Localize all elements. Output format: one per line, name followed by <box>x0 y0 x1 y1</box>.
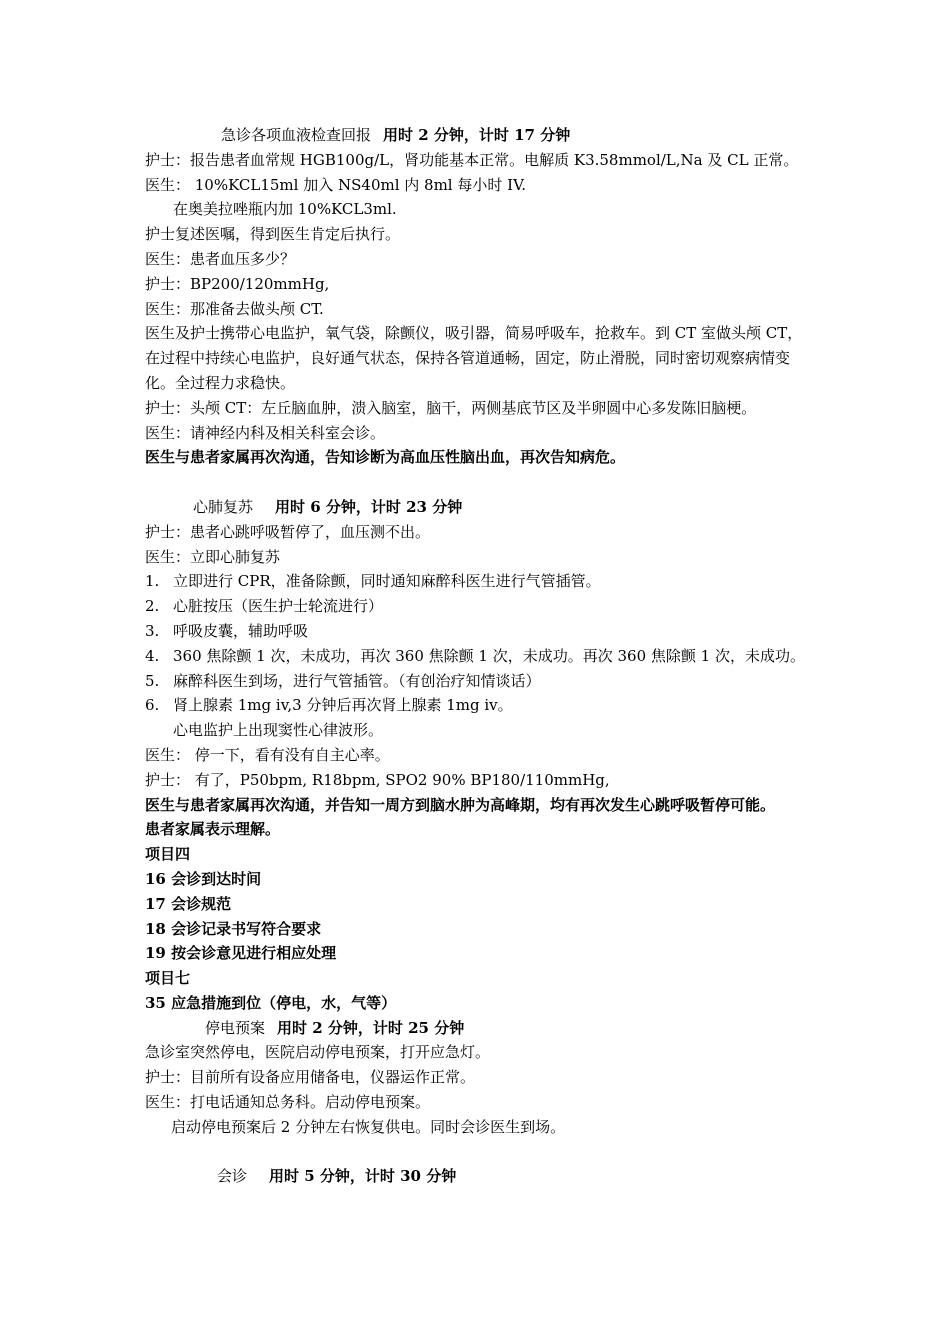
step-text: 呼吸皮囊，辅助呼吸 <box>173 621 309 640</box>
bold-line: 医生与患者家属再次沟通，告知诊断为高血压性脑出血，再次告知病危。 <box>145 448 626 467</box>
section-heading <box>145 495 815 520</box>
step-text: 360 焦除颤 1 次，未成功，再次 360 焦除颤 1 次，未成功。再次 360 焦除颤 1 次，未成功。 <box>173 646 805 665</box>
step-number: 5. <box>145 671 160 690</box>
bold-line: 项目四 <box>145 845 191 864</box>
bold-line: 19 按会诊意见进行相应处理 <box>145 944 337 963</box>
text-line: 医生：立即心肺复苏 <box>145 547 281 566</box>
step-text: 心脏按压（医生护士轮流进行） <box>173 597 384 616</box>
text-line: 医生： 停一下，看有没有自主心率。 <box>145 745 390 764</box>
text-line: 护士：目前所有设备应用储备电，仪器运作正常。 <box>145 1068 476 1087</box>
numbered-step <box>145 669 815 694</box>
text-line: 启动停电预案后 2 分钟左右恢复供电。同时会诊医生到场。 <box>171 1117 566 1136</box>
text-line: 护士：报告患者血常规 HGB100g/L，肾功能基本正常。电解质 K3.58mmol/L,Na 及 CL 正常。 <box>145 150 799 169</box>
text-line: 急诊室突然停电，医院启动停电预案，打开应急灯。 <box>145 1043 491 1062</box>
text-line: 护士复述医嘱，得到医生肯定后执行。 <box>145 225 401 244</box>
section-title: 停电预案 <box>205 1018 266 1037</box>
numbered-step <box>145 594 815 619</box>
section-timing: 用时 2 分钟，计时 17 分钟 <box>383 126 571 144</box>
text-line: 医生：患者血压多少？ <box>145 249 296 268</box>
text-line: 医生：请神经内科及相关科室会诊。 <box>145 423 386 442</box>
numbered-step <box>145 644 815 669</box>
step-text: 肾上腺素 1mg iv,3 分钟后再次肾上腺素 1mg iv。 <box>173 696 513 715</box>
step-number: 2. <box>145 597 160 616</box>
blank-line <box>145 470 815 495</box>
text-line: 护士：患者心跳呼吸暂停了，血压测不出。 <box>145 522 431 541</box>
step-number: 3. <box>145 621 160 640</box>
bold-line: 项目七 <box>145 969 191 988</box>
numbered-step <box>145 619 815 644</box>
text-line: 护士： 有了，P50bpm, R18bpm, SPO2 90% BP180/110mmHg, <box>145 770 610 789</box>
bold-line: 患者家属表示理解。 <box>145 820 281 839</box>
step-number: 6. <box>145 696 160 715</box>
step-number: 4. <box>145 646 160 665</box>
section-timing: 用时 5 分钟，计时 30 分钟 <box>269 1167 457 1186</box>
section-timing: 用时 6 分钟，计时 23 分钟 <box>275 497 463 516</box>
bold-line: 35 应急措施到位（停电，水，气等） <box>145 993 397 1012</box>
bold-line: 医生与患者家属再次沟通，并告知一周方到脑水肿为高峰期，均有再次发生心跳呼吸暂停可能。 <box>145 795 776 814</box>
numbered-step <box>145 693 815 718</box>
section-heading <box>145 1016 815 1041</box>
step-number: 1. <box>145 572 160 591</box>
text-line: 医生：打电话通知总务科。启动停电预案。 <box>145 1093 431 1112</box>
text-paragraph: 医生及护士携带心电监护，氧气袋，除颤仪，吸引器，简易呼吸车，抢救车。到 CT 室做头颅 CT，在过程中持续心电监护，良好通气状态，保持各管道通畅，固定，防止滑脱，同时密切观察病情变化。全过程力求稳快。 <box>145 324 803 392</box>
text-line: 心电监护上出现窦性心律波形。 <box>173 721 384 740</box>
blank-line <box>145 1140 815 1165</box>
text-line: 在奥美拉唑瓶内加 10%KCL3ml. <box>173 200 397 219</box>
section-title: 急诊各项血液检查回报 <box>221 126 372 144</box>
bold-line: 16 会诊到达时间 <box>145 869 262 888</box>
text-line: 医生：那准备去做头颅 CT. <box>145 299 324 318</box>
section-heading <box>145 1164 815 1189</box>
numbered-step <box>145 569 815 594</box>
text-line: 医生： 10%KCL15ml 加入 NS40ml 内 8ml 每小时 IV. <box>145 175 527 194</box>
section-title: 心肺复苏 <box>193 497 254 516</box>
step-text: 立即进行 CPR，准备除颤，同时通知麻醉科医生进行气管插管。 <box>173 572 601 591</box>
section-heading <box>145 123 815 148</box>
bold-line: 17 会诊规范 <box>145 894 232 913</box>
bold-line: 18 会诊记录书写符合要求 <box>145 919 322 938</box>
text-line: 护士：BP200/120mmHg, <box>145 274 330 293</box>
text-line: 护士：头颅 CT：左丘脑血肿，溃入脑室，脑干，两侧基底节区及半卵圆中心多发陈旧脑梗。 <box>145 398 757 417</box>
section-title: 会诊 <box>217 1167 248 1186</box>
section-timing: 用时 2 分钟，计时 25 分钟 <box>277 1018 465 1037</box>
step-text: 麻醉科医生到场，进行气管插管。（有创治疗知情谈话） <box>173 671 541 690</box>
document-body <box>145 123 815 1189</box>
